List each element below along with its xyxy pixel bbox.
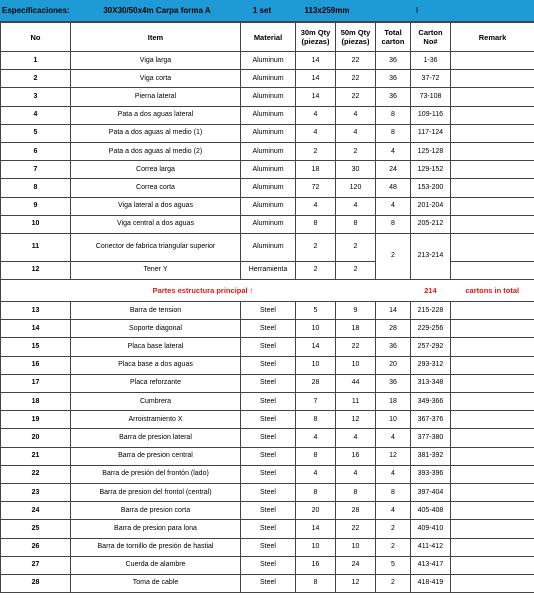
row-remark — [451, 356, 534, 374]
row-material: Aluminum — [241, 179, 296, 197]
row-carton: 257-292 — [411, 338, 451, 356]
row-carton: 215-228 — [411, 302, 451, 320]
row-qty30: 14 — [296, 88, 336, 106]
row-qty30: 10 — [296, 356, 336, 374]
row-qty30: 8 — [296, 215, 336, 233]
row-total: 36 — [376, 52, 411, 70]
row-total: 2 — [376, 574, 411, 592]
row-item: Barra de presión del frontón (lado) — [71, 465, 241, 483]
row-material: Aluminum — [241, 70, 296, 88]
row-total: 8 — [376, 106, 411, 124]
row-qty50: 22 — [336, 52, 376, 70]
row-material: Steel — [241, 302, 296, 320]
row-material: Steel — [241, 429, 296, 447]
row-qty30: 5 — [296, 302, 336, 320]
table-row — [1, 320, 534, 338]
row-remark — [451, 411, 534, 429]
row-item: Cumbrera — [71, 393, 241, 411]
summary-label: Partes estructura principal ↑ — [71, 280, 336, 302]
table-row — [1, 338, 534, 356]
row-carton-shared: 213-214 — [411, 233, 451, 279]
table-row — [1, 261, 534, 279]
row-no: 8 — [1, 179, 71, 197]
row-qty30: 28 — [296, 374, 336, 392]
row-material: Aluminum — [241, 215, 296, 233]
row-carton: 413-417 — [411, 556, 451, 574]
row-no: 23 — [1, 483, 71, 501]
row-total: 8 — [376, 215, 411, 233]
row-material: Steel — [241, 483, 296, 501]
row-no: 7 — [1, 161, 71, 179]
row-qty30: 8 — [296, 447, 336, 465]
row-total: 4 — [376, 142, 411, 160]
table-row — [1, 233, 534, 261]
summary-suffix: cartons in total — [451, 280, 534, 302]
row-carton: 397-404 — [411, 483, 451, 501]
row-material: Steel — [241, 338, 296, 356]
col-header-total: Total carton — [376, 23, 411, 52]
row-qty30: 14 — [296, 70, 336, 88]
row-qty50: 22 — [336, 520, 376, 538]
row-material: Aluminum — [241, 233, 296, 261]
row-item: Barra de presion central — [71, 447, 241, 465]
row-remark — [451, 70, 534, 88]
col-header-material: Material — [241, 23, 296, 52]
row-qty50: 22 — [336, 70, 376, 88]
row-no: 26 — [1, 538, 71, 556]
row-qty50: 4 — [336, 124, 376, 142]
row-qty50: 30 — [336, 161, 376, 179]
table-row — [1, 502, 534, 520]
row-material: Steel — [241, 411, 296, 429]
row-material: Steel — [241, 556, 296, 574]
row-material: Steel — [241, 374, 296, 392]
row-carton: 381-392 — [411, 447, 451, 465]
row-item: Viga central a dos aguas — [71, 215, 241, 233]
row-remark — [451, 197, 534, 215]
row-qty30: 4 — [296, 429, 336, 447]
table-row — [1, 393, 534, 411]
row-remark — [451, 124, 534, 142]
row-carton: 293-312 — [411, 356, 451, 374]
row-material: Steel — [241, 465, 296, 483]
row-no: 25 — [1, 520, 71, 538]
row-carton: 229-256 — [411, 320, 451, 338]
row-no: 12 — [1, 261, 71, 279]
row-item: Placa reforzante — [71, 374, 241, 392]
row-remark — [451, 465, 534, 483]
row-qty30: 4 — [296, 465, 336, 483]
row-no: 15 — [1, 338, 71, 356]
row-carton: 1-36 — [411, 52, 451, 70]
row-carton: 117-124 — [411, 124, 451, 142]
row-remark — [451, 52, 534, 70]
row-total: 36 — [376, 338, 411, 356]
row-item: Arroistramiento X — [71, 411, 241, 429]
table-row — [1, 179, 534, 197]
row-material: Steel — [241, 393, 296, 411]
col-header-remark: Remark — [451, 23, 534, 52]
row-material: Steel — [241, 447, 296, 465]
row-item: Correa corta — [71, 179, 241, 197]
row-carton: 377-380 — [411, 429, 451, 447]
row-remark — [451, 88, 534, 106]
row-qty30: 8 — [296, 411, 336, 429]
row-material: Herramienta — [241, 261, 296, 279]
row-total: 36 — [376, 88, 411, 106]
row-material: Steel — [241, 502, 296, 520]
row-qty30: 8 — [296, 574, 336, 592]
spec-label: Especificaciones: — [2, 6, 70, 15]
row-qty50: 28 — [336, 502, 376, 520]
row-qty30: 2 — [296, 261, 336, 279]
row-material: Steel — [241, 538, 296, 556]
table-row — [1, 556, 534, 574]
row-total: 36 — [376, 70, 411, 88]
row-qty30: 4 — [296, 197, 336, 215]
spec-header-bar — [0, 0, 534, 22]
row-carton: 109-116 — [411, 106, 451, 124]
row-remark — [451, 393, 534, 411]
row-qty50: 9 — [336, 302, 376, 320]
table-row — [1, 197, 534, 215]
row-qty50: 4 — [336, 197, 376, 215]
row-qty30: 14 — [296, 338, 336, 356]
table-row — [1, 429, 534, 447]
row-item: Barra de presion para lona — [71, 520, 241, 538]
row-qty30: 72 — [296, 179, 336, 197]
row-material: Aluminum — [241, 197, 296, 215]
row-item: Pierna lateral — [71, 88, 241, 106]
row-item: Correa larga — [71, 161, 241, 179]
row-total: 14 — [376, 302, 411, 320]
table-row — [1, 520, 534, 538]
row-qty50: 22 — [336, 338, 376, 356]
row-item: Viga corta — [71, 70, 241, 88]
row-no: 2 — [1, 70, 71, 88]
row-total: 4 — [376, 429, 411, 447]
row-material: Aluminum — [241, 88, 296, 106]
row-material: Steel — [241, 520, 296, 538]
row-carton: 393-396 — [411, 465, 451, 483]
row-material: Aluminum — [241, 52, 296, 70]
row-total: 2 — [376, 520, 411, 538]
row-item: Barra de presion del frontol (central) — [71, 483, 241, 501]
row-qty50: 10 — [336, 538, 376, 556]
table-row — [1, 142, 534, 160]
row-item: Placa base lateral — [71, 338, 241, 356]
table-row — [1, 88, 534, 106]
row-item: Barra de tension — [71, 302, 241, 320]
row-carton: 37-72 — [411, 70, 451, 88]
row-qty50: 10 — [336, 356, 376, 374]
row-qty30: 4 — [296, 124, 336, 142]
row-remark — [451, 429, 534, 447]
table-row — [1, 161, 534, 179]
row-item: Pata a dos aguas al medio (2) — [71, 142, 241, 160]
row-remark — [451, 538, 534, 556]
row-no: 22 — [1, 465, 71, 483]
row-item: Soporte diagonal — [71, 320, 241, 338]
table-row — [1, 447, 534, 465]
row-qty30: 14 — [296, 52, 336, 70]
row-qty50: 2 — [336, 233, 376, 261]
header-mark: I — [415, 6, 419, 15]
row-total: 5 — [376, 556, 411, 574]
row-carton: 367-376 — [411, 411, 451, 429]
row-total: 10 — [376, 411, 411, 429]
row-material: Steel — [241, 356, 296, 374]
row-total: 12 — [376, 447, 411, 465]
row-item: Barra de presion corta — [71, 502, 241, 520]
table-row — [1, 465, 534, 483]
row-material: Aluminum — [241, 106, 296, 124]
row-remark — [451, 502, 534, 520]
table-row — [1, 411, 534, 429]
row-qty50: 4 — [336, 429, 376, 447]
row-total: 8 — [376, 124, 411, 142]
table-header-row — [1, 23, 534, 52]
row-no: 3 — [1, 88, 71, 106]
row-carton: 201-204 — [411, 197, 451, 215]
product-title: 30X30/50x4m Carpa forma A — [103, 6, 211, 15]
row-material: Aluminum — [241, 124, 296, 142]
row-item: Pata a dos aguas al medio (1) — [71, 124, 241, 142]
row-total: 18 — [376, 393, 411, 411]
row-qty30: 16 — [296, 556, 336, 574]
row-remark — [451, 320, 534, 338]
row-item: Cuerda de alambre — [71, 556, 241, 574]
row-qty50: 44 — [336, 374, 376, 392]
col-header-no: No — [1, 23, 71, 52]
row-no: 27 — [1, 556, 71, 574]
row-item: Pata a dos aguas lateral — [71, 106, 241, 124]
row-carton: 313-348 — [411, 374, 451, 392]
set-count: 1 set — [252, 6, 272, 15]
row-carton: 205-212 — [411, 215, 451, 233]
row-qty30: 20 — [296, 502, 336, 520]
row-no: 4 — [1, 106, 71, 124]
row-remark — [451, 179, 534, 197]
row-carton: 418-419 — [411, 574, 451, 592]
row-no: 1 — [1, 52, 71, 70]
row-no: 28 — [1, 574, 71, 592]
row-item: Viga larga — [71, 52, 241, 70]
row-remark — [451, 261, 534, 279]
row-qty50: 4 — [336, 465, 376, 483]
row-item: Placa base a dos aguas — [71, 356, 241, 374]
row-no: 20 — [1, 429, 71, 447]
row-item: Barra de presion lateral — [71, 429, 241, 447]
row-remark — [451, 374, 534, 392]
packing-table — [0, 22, 534, 593]
row-remark — [451, 447, 534, 465]
row-total: 4 — [376, 465, 411, 483]
row-total: 4 — [376, 197, 411, 215]
table-row — [1, 356, 534, 374]
row-total: 48 — [376, 179, 411, 197]
row-item: Tener Y — [71, 261, 241, 279]
steel-parts-body — [1, 302, 534, 593]
table-row — [1, 574, 534, 592]
row-remark — [451, 520, 534, 538]
table-row — [1, 302, 534, 320]
row-carton: 73-108 — [411, 88, 451, 106]
row-carton: 349-366 — [411, 393, 451, 411]
summary-row — [1, 280, 534, 302]
row-carton: 405-408 — [411, 502, 451, 520]
row-no: 11 — [1, 233, 71, 261]
row-remark — [451, 338, 534, 356]
row-no: 16 — [1, 356, 71, 374]
row-qty30: 8 — [296, 483, 336, 501]
row-qty30: 14 — [296, 520, 336, 538]
row-total: 20 — [376, 356, 411, 374]
table-row — [1, 215, 534, 233]
row-item: Barra de tornillo de presión de hastial — [71, 538, 241, 556]
row-qty30: 10 — [296, 320, 336, 338]
row-carton: 409-410 — [411, 520, 451, 538]
row-qty50: 2 — [336, 142, 376, 160]
row-no: 21 — [1, 447, 71, 465]
row-qty50: 12 — [336, 574, 376, 592]
row-item: Toma de cable — [71, 574, 241, 592]
row-qty50: 4 — [336, 106, 376, 124]
row-item: Viga lateral a dos aguas — [71, 197, 241, 215]
row-qty50: 120 — [336, 179, 376, 197]
row-carton: 129-152 — [411, 161, 451, 179]
row-qty50: 8 — [336, 483, 376, 501]
row-total-shared: 2 — [376, 233, 411, 279]
row-qty50: 16 — [336, 447, 376, 465]
row-total: 4 — [376, 502, 411, 520]
row-qty30: 10 — [296, 538, 336, 556]
row-total: 28 — [376, 320, 411, 338]
main-parts-body — [1, 52, 534, 302]
col-header-item: Item — [71, 23, 241, 52]
row-total: 2 — [376, 538, 411, 556]
row-total: 8 — [376, 483, 411, 501]
table-row — [1, 374, 534, 392]
row-carton: 153-200 — [411, 179, 451, 197]
row-total: 24 — [376, 161, 411, 179]
table-row — [1, 538, 534, 556]
table-row — [1, 52, 534, 70]
row-total: 36 — [376, 374, 411, 392]
carton-size: 113x259mm — [304, 6, 350, 15]
row-material: Aluminum — [241, 142, 296, 160]
row-material: Aluminum — [241, 161, 296, 179]
row-qty30: 2 — [296, 142, 336, 160]
row-no: 18 — [1, 393, 71, 411]
row-qty30: 7 — [296, 393, 336, 411]
row-no: 5 — [1, 124, 71, 142]
col-header-qty50: 50m Qty (piezas) — [336, 23, 376, 52]
row-qty30: 18 — [296, 161, 336, 179]
row-carton: 411-412 — [411, 538, 451, 556]
row-material: Steel — [241, 320, 296, 338]
row-material: Steel — [241, 574, 296, 592]
row-qty30: 4 — [296, 106, 336, 124]
row-no: 6 — [1, 142, 71, 160]
row-remark — [451, 215, 534, 233]
row-no: 9 — [1, 197, 71, 215]
row-no: 24 — [1, 502, 71, 520]
table-row — [1, 106, 534, 124]
row-remark — [451, 233, 534, 261]
row-no: 13 — [1, 302, 71, 320]
row-remark — [451, 302, 534, 320]
row-qty50: 24 — [336, 556, 376, 574]
row-qty50: 2 — [336, 261, 376, 279]
row-qty50: 22 — [336, 88, 376, 106]
row-qty50: 18 — [336, 320, 376, 338]
row-qty50: 11 — [336, 393, 376, 411]
row-qty50: 12 — [336, 411, 376, 429]
summary-count: 214 — [411, 280, 451, 302]
row-remark — [451, 483, 534, 501]
col-header-carton: Carton No# — [411, 23, 451, 52]
row-item: Conector de fabrica triangular superior — [71, 233, 241, 261]
row-remark — [451, 106, 534, 124]
table-row — [1, 70, 534, 88]
row-remark — [451, 142, 534, 160]
row-no: 17 — [1, 374, 71, 392]
row-remark — [451, 556, 534, 574]
row-carton: 125-128 — [411, 142, 451, 160]
row-no: 14 — [1, 320, 71, 338]
col-header-qty30: 30m Qty (piezas) — [296, 23, 336, 52]
row-remark — [451, 574, 534, 592]
table-row — [1, 483, 534, 501]
row-remark — [451, 161, 534, 179]
row-qty30: 2 — [296, 233, 336, 261]
table-row — [1, 124, 534, 142]
row-no: 19 — [1, 411, 71, 429]
row-no: 10 — [1, 215, 71, 233]
row-qty50: 8 — [336, 215, 376, 233]
